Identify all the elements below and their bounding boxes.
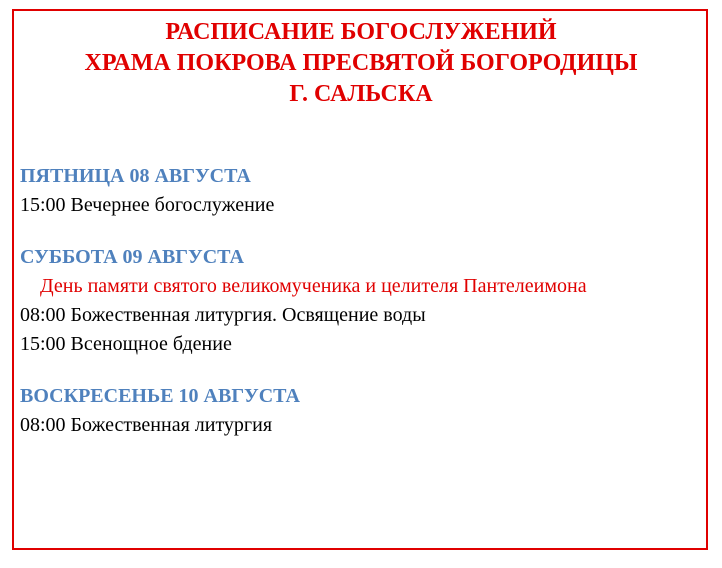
schedule	[20, 162, 705, 440]
title-line-1: РАСПИСАНИЕ БОГОСЛУЖЕНИЙ	[165, 19, 557, 45]
day-heading: ПЯТНИЦА 08 АВГУСТА	[20, 165, 251, 187]
page-title	[0, 17, 722, 110]
title-line-3: Г. САЛЬСКА	[289, 81, 433, 107]
service-item: 15:00 Вечернее богослужение	[20, 194, 275, 216]
service-item: 08:00 Божественная литургия. Освящение воды	[20, 304, 426, 326]
service-item: 08:00 Божественная литургия	[20, 414, 273, 436]
day-heading: СУББОТА 09 АВГУСТА	[20, 246, 244, 268]
schedule-day-sunday	[20, 382, 705, 440]
schedule-day-friday	[20, 162, 705, 220]
service-item: 15:00 Всенощное бдение	[20, 333, 232, 355]
day-heading: ВОСКРЕСЕНЬЕ 10 АВГУСТА	[20, 385, 300, 407]
spacer	[20, 220, 705, 243]
spacer	[20, 359, 705, 382]
title-line-2: ХРАМА ПОКРОВА ПРЕСВЯТОЙ БОГОРОДИЦЫ	[84, 50, 638, 76]
feast-note: День памяти святого великомученика и целителя Пантелеимона	[40, 275, 587, 297]
schedule-day-saturday	[20, 243, 705, 359]
